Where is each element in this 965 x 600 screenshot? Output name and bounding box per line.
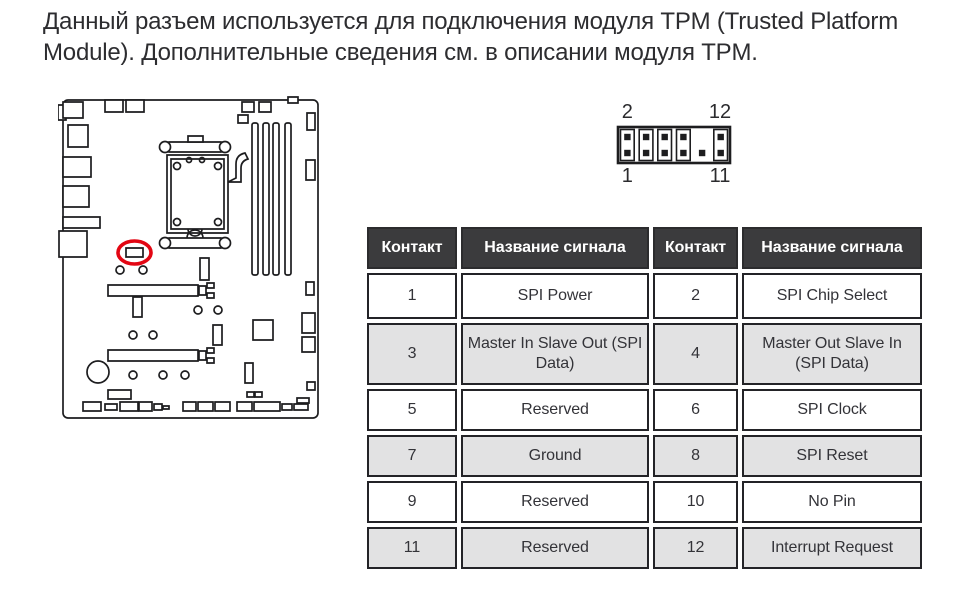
pin-number-cell: 10 bbox=[653, 481, 738, 523]
motherboard-diagram bbox=[58, 92, 320, 424]
signal-name-cell: SPI Chip Select bbox=[742, 273, 922, 319]
header-cell-pin: Контакт bbox=[653, 227, 738, 269]
pin-number-cell: 7 bbox=[367, 435, 457, 477]
pin-header-diagram bbox=[605, 98, 740, 193]
signal-name-cell: SPI Power bbox=[461, 273, 649, 319]
header-cell-signal: Название сигнала bbox=[461, 227, 649, 269]
pin-label-12: 12 bbox=[708, 101, 732, 123]
signal-name-cell: No Pin bbox=[742, 481, 922, 523]
mounting-holes bbox=[116, 266, 222, 379]
pin-definition-table bbox=[367, 227, 922, 569]
signal-name-cell: Reserved bbox=[461, 389, 649, 431]
intro-paragraph: Данный разъем используется для подключения модуля TPM (Trusted Platform Module). Дополнительные сведения см. в описании модуля TPM. bbox=[43, 8, 898, 66]
pin-housings bbox=[621, 130, 728, 161]
pin-number-cell: 8 bbox=[653, 435, 738, 477]
pcie-slots bbox=[108, 258, 222, 363]
pin-label-2: 2 bbox=[621, 101, 633, 123]
pin-number-cell: 11 bbox=[367, 527, 457, 569]
signal-name-cell: Interrupt Request bbox=[742, 527, 922, 569]
pin-number-cell: 4 bbox=[653, 323, 738, 385]
bottom-edge-headers bbox=[83, 390, 308, 411]
pin-number-cell: 5 bbox=[367, 389, 457, 431]
cpu-socket bbox=[160, 136, 249, 249]
dimm-slots bbox=[238, 115, 291, 275]
pin-number-cell: 2 bbox=[653, 273, 738, 319]
signal-name-cell: SPI Reset bbox=[742, 435, 922, 477]
signal-name-cell: Reserved bbox=[461, 527, 649, 569]
signal-name-cell: Master Out Slave In (SPI Data) bbox=[742, 323, 922, 385]
pin-number-cell: 1 bbox=[367, 273, 457, 319]
rear-io-ports bbox=[58, 102, 100, 257]
header-cell-signal: Название сигнала bbox=[742, 227, 922, 269]
signal-name-cell: Master In Slave Out (SPI Data) bbox=[461, 323, 649, 385]
pin-number-cell: 9 bbox=[367, 481, 457, 523]
header-cell-pin: Контакт bbox=[367, 227, 457, 269]
pin-label-11: 11 bbox=[709, 165, 731, 187]
pin-number-cell: 12 bbox=[653, 527, 738, 569]
pin-number-cell: 3 bbox=[367, 323, 457, 385]
signal-name-cell: Reserved bbox=[461, 481, 649, 523]
cmos-battery bbox=[87, 361, 109, 383]
chipset bbox=[245, 320, 273, 383]
signal-name-cell: Ground bbox=[461, 435, 649, 477]
pin-number-cell: 6 bbox=[653, 389, 738, 431]
signal-name-cell: SPI Clock bbox=[742, 389, 922, 431]
right-edge-connectors bbox=[297, 113, 315, 403]
pin-label-1: 1 bbox=[621, 165, 633, 187]
tpm-connector bbox=[126, 248, 143, 257]
